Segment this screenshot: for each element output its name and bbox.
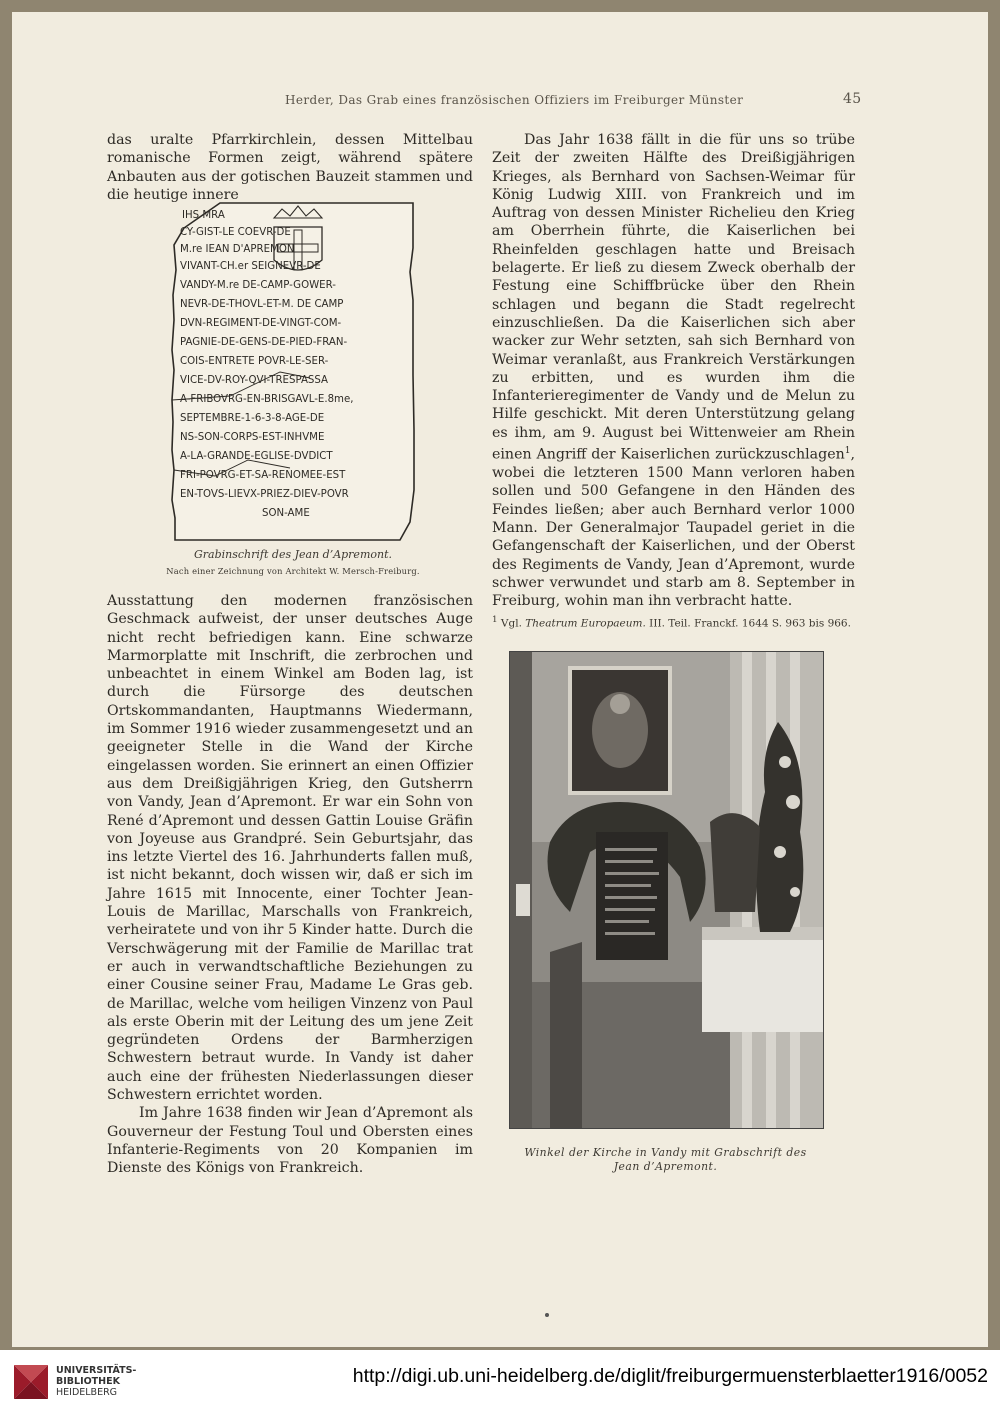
inscription-line: SON-AME [262, 508, 310, 519]
church-photograph [509, 651, 824, 1129]
running-title: Herder, Das Grab eines französischen Offiziers im Freiburger Münster [285, 93, 744, 107]
source-url-link[interactable]: http://digi.ub.uni-heidelberg.de/diglit/freiburgermuensterblaetter1916/0052 [352, 1365, 988, 1387]
inscription-line: FRI-POVRG-ET-SA-RENOMEE-EST [180, 470, 346, 481]
left-column-top [107, 131, 473, 204]
page-number: 45 [843, 91, 862, 107]
inscription-line: M.re IEAN D'APREMON [180, 244, 295, 255]
photo-caption [509, 1146, 822, 1174]
inscription-line: CY-GIST-LE COEVR-DE [180, 227, 291, 238]
inscription-drawing [170, 200, 416, 542]
inscription-line: IHS MRA [182, 210, 225, 221]
inscription-line: A-LA-GRANDE-EGLISE-DVDICT [180, 451, 333, 462]
footnote-suffix: III. Teil. Franckf. 1644 S. 963 bis 966. [645, 617, 851, 630]
inscription-line: DVN-REGIMENT-DE-VINGT-COM- [180, 318, 342, 329]
inscription-line: VANDY-M.re DE-CAMP-GOWER- [180, 280, 336, 291]
footnote-reference: 1 [844, 446, 851, 457]
footnote-prefix: Vgl. [497, 617, 526, 630]
footer-bar [0, 1350, 1000, 1425]
inscription-line: PAGNIE-DE-GENS-DE-PIED-FRAN- [180, 337, 348, 348]
paragraph [492, 131, 855, 610]
library-name-line: HEIDELBERG [56, 1387, 118, 1398]
footnote-work-title: Theatrum Europaeum. [525, 617, 646, 630]
library-name [56, 1365, 136, 1398]
photo-caption-line: Winkel der Kirche in Vandy mit Grabschrift des [524, 1146, 807, 1159]
paragraph: Im Jahre 1638 finden wir Jean d’Apremont als Gouverneur der Festung Toul und Obersten eines Infanterie-Regiments von 20 Kompanien im Dienste des Königs von Frankreich. [107, 1105, 473, 1177]
inscription-line: VICE-DV-ROY-QVI-TRESPASSA [180, 375, 329, 386]
inscription-line: A-FRIBOVRG-EN-BRISGAVL-E.8me, [180, 394, 354, 405]
inscription-line: EN-TOVS-LIEVX-PRIEZ-DIEV-POVR [180, 489, 349, 500]
inscription-credit: Nach einer Zeichnung von Architekt W. Mersch-Freiburg. [166, 566, 420, 576]
inscription-caption: Grabinschrift des Jean d’Apremont. [194, 548, 392, 561]
university-library-logo-icon [10, 1361, 52, 1403]
right-column [492, 131, 855, 610]
page-dot-mark [545, 1313, 549, 1317]
inscription-line: SEPTEMBRE-1-6-3-8-AGE-DE [180, 413, 325, 424]
footnote [492, 614, 855, 631]
inscription-line: COIS-ENTRETE POVR-LE-SER- [180, 356, 329, 367]
inscription-line: VIVANT-CH.er SEIGNEVR-DE [180, 261, 321, 272]
footnote-marker: 1 [492, 615, 498, 625]
library-name-line: BIBLIOTHEK [56, 1376, 120, 1387]
inscription-line: NS-SON-CORPS-EST-INHVME [180, 432, 325, 443]
paragraph: das uralte Pfarrkirchlein, dessen Mittelbau romanische Formen zeigt, während spätere Anbauten aus der gotischen Bauzeit stammen und die heutige innere [107, 132, 473, 203]
paragraph-text: , wobei die letzteren 1500 Mann verloren haben sollen und 500 Gefangene in den Händen des Feindes ließen; aber auch Bernhard verlor 1000 Mann. Der Generalmajor Taupadel geriet in die Gefangenschaft der Kaiserlichen, und der Oberst des Regiments de Vandy, Jean d’Apremont, wurde schwer verwundet und starb am 8. September in Freiburg, wohin man ihn verbracht hatte. [492, 446, 855, 610]
photo-image [510, 652, 823, 1128]
paragraph: Ausstattung den modernen französischen Geschmack aufweist, der unser deutsches Auge nicht recht befriedigen kann. Eine schwarze Marmorplatte mit Inschrift, die zerbrochen und unbeachtet in einem Winkel am Boden lag, ist durch die Fürsorge des deutschen Ortskommandanten, Hauptmanns Wiedermann, im Sommer 1916 wieder zusammengesetzt und an geeigneter Stelle in die Wand der Kirche eingelassen worden. Sie erinnert an einen Offizier aus dem Dreißigjährigen Krieg, den Gutsherrn von Vandy, Jean d’Apremont. Er war ein Sohn von René d’Apremont und dessen Gattin Louise Gräfin von Joyeuse aus Grandpré. Sein Geburtsjahr, das ins letzte Viertel des 16. Jahrhunderts fallen muß, ist nicht bekannt, doch wissen wir, daß er sich im Jahre 1615 mit Innocente, einer Tochter Jean-Louis de Marillac, Marschalls von Frankreich, verheiratete und von ihr 5 Kinder hatte. Durch die Verschwägerung mit der Familie de Marillac trat er auch in verwandtschaftliche Beziehungen zu einer Cousine seiner Frau, Madame Le Gras geb. de Marillac, welche vom heiligen Vinzenz von Paul als erste Oberin mit der Leitung des um jene Zeit gegründeten Ordens der Barmherzigen Schwestern betraut wurde. In Vandy ist daher auch eine der frühesten Niederlassungen dieser Schwestern errichtet worden. [107, 593, 473, 1104]
photo-caption-line: Jean d’Apremont. [613, 1160, 718, 1173]
inscription-line: NEVR-DE-THOVL-ET-M. DE CAMP [180, 299, 344, 310]
left-column-bottom [107, 592, 473, 1178]
paragraph-text: Das Jahr 1638 fällt in die für uns so trübe Zeit der zweiten Hälfte des Dreißigjährigen Krieges, als Bernhard von Sachsen-Weimar für König Ludwig XIII. von Frankreich und im Auftrag von dessen Minister Richelieu den Krieg am Oberrhein führte, die Kaiserlichen bei Rheinfelden geschlagen hatte und Breisach belagerte. Er ließ zu diesem Zweck oberhalb der Festung eine Schiffbrücke über den Rhein schlagen und begann die Stadt regelrecht einzuschließen. Da die Kaiserlichen sich aber wacker zur Wehr setzten, sah sich Bernhard von Weimar veranlaßt, aus Frankreich Verstärkungen zu erbitten, und es wurden ihm die Infanterieregimenter de Vandy und de Melun zu Hilfe geschickt. Mit deren Unterstützung gelang es ihm, am 9. August bei Wittenweier am Rhein einen Angriff der Kaiserlichen zurückzuschlagen [492, 132, 855, 463]
library-name-line: UNIVERSITÄTS- [56, 1365, 137, 1376]
